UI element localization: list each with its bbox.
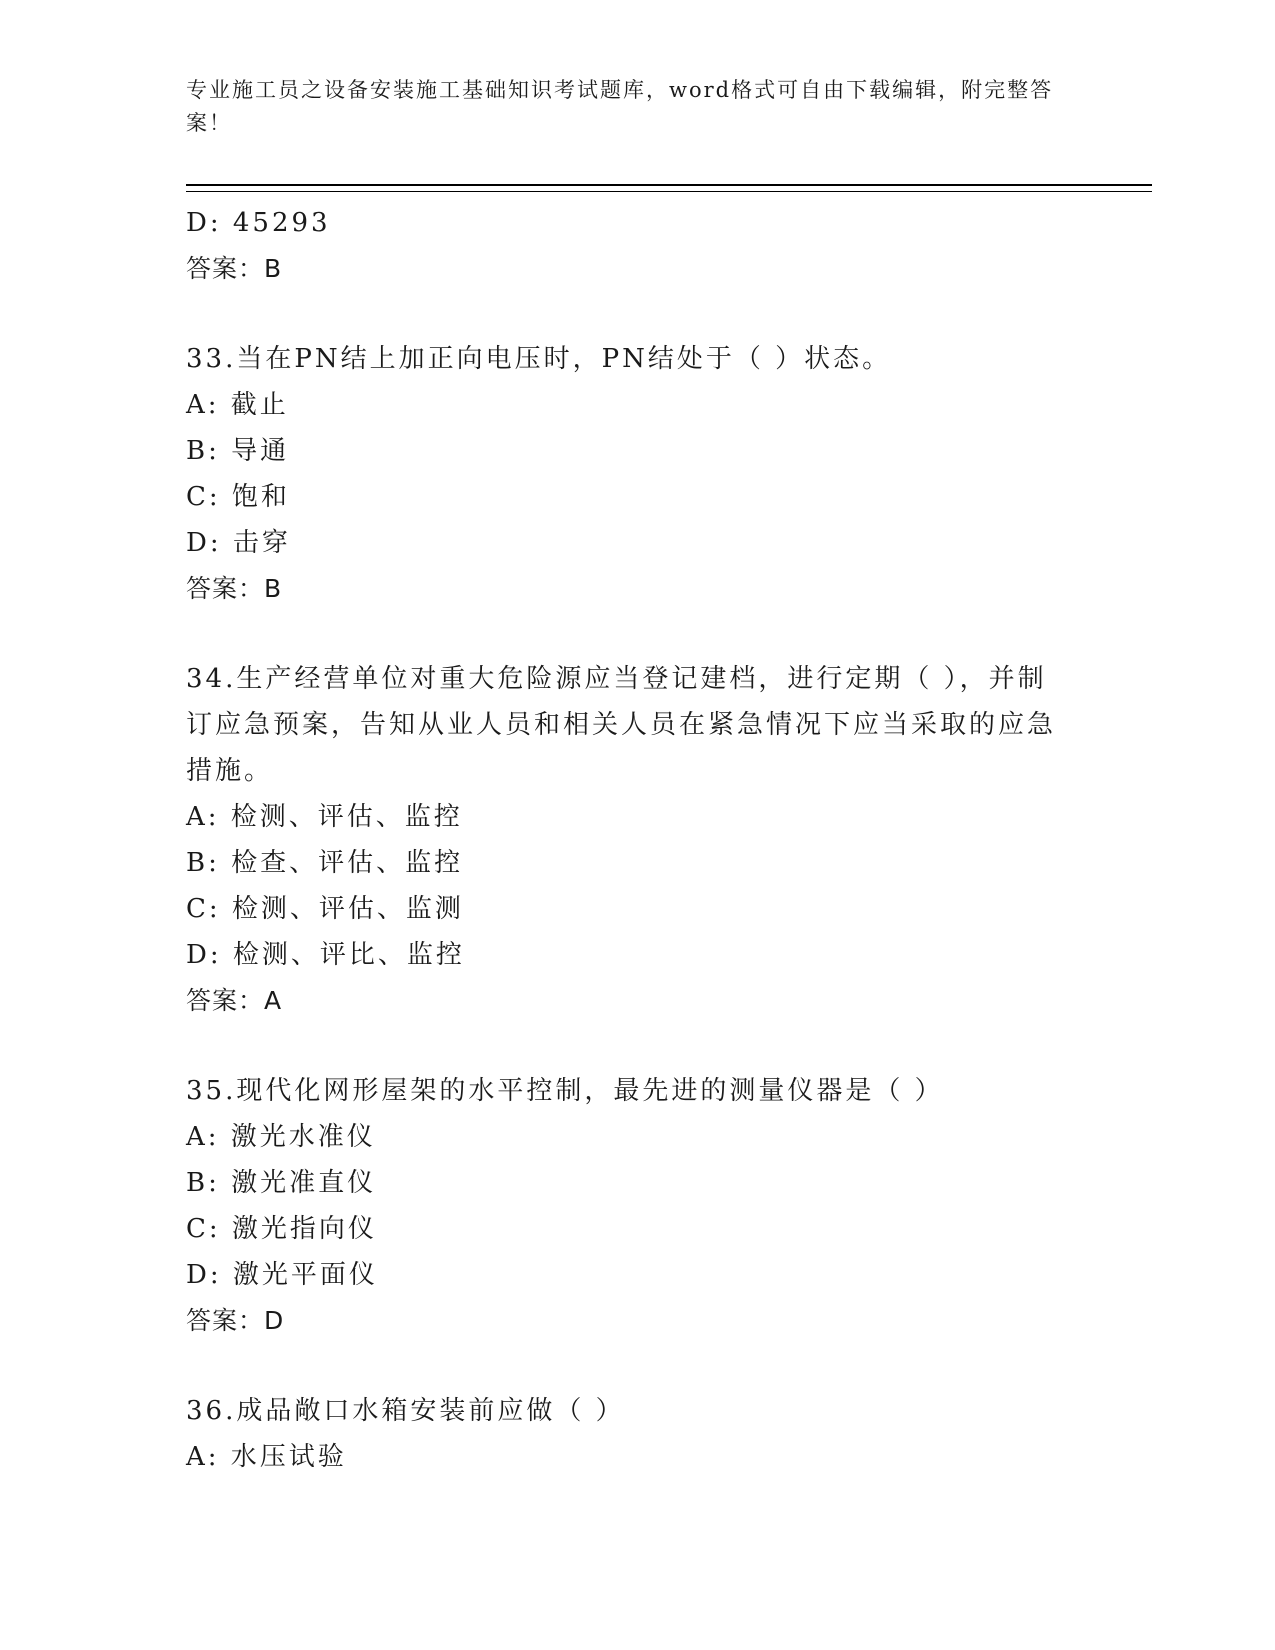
option-c: C: 激光指向仪 [186,1214,377,1244]
option-a: A: 激光水准仪 [186,1122,376,1152]
spacer [186,1024,1152,1068]
answer: 答案：A [186,986,283,1015]
question-34 [186,656,1152,1024]
question-stem: 35.现代化网形屋架的水平控制，最先进的测量仪器是（ ） [186,1076,944,1106]
option-d: D: 击穿 [186,528,291,558]
answer: 答案：D [186,1306,285,1335]
carryover-answer: 答案：B [186,254,283,283]
spacer [186,1344,1152,1388]
header-divider [186,184,1152,192]
carryover-option-d: D: 45293 [186,208,331,238]
option-b: B: 检查、评估、监控 [186,848,464,878]
option-d: D: 检测、评比、监控 [186,940,465,970]
spacer [186,612,1152,656]
option-c: C: 检测、评估、监测 [186,894,464,924]
question-stem: 36.成品敞口水箱安装前应做（ ） [186,1396,625,1426]
question-33 [186,336,1152,612]
page-header: 专业施工员之设备安装施工基础知识考试题库，word格式可自由下载编辑，附完整答案！ [186,78,1054,135]
option-d: D: 激光平面仪 [186,1260,378,1290]
option-b: B: 导通 [186,436,290,466]
answer: 答案：B [186,574,283,603]
option-a: A: 截止 [186,390,289,420]
question-36 [186,1388,1152,1480]
option-a: A: 检测、评估、监控 [186,802,463,832]
document-page [186,0,1152,1480]
option-a: A: 水压试验 [186,1442,347,1472]
question-stem: 33.当在PN结上加正向电压时，PN结处于（ ）状态。 [186,344,892,374]
option-b: B: 激光准直仪 [186,1168,377,1198]
option-c: C: 饱和 [186,482,290,512]
question-stem: 34.生产经营单位对重大危险源应当登记建档，进行定期（ ），并制订应急预案，告知从业人员和相关人员在紧急情况下应当采取的应急措施。 [186,664,1057,786]
spacer [186,292,1152,336]
question-35 [186,1068,1152,1344]
